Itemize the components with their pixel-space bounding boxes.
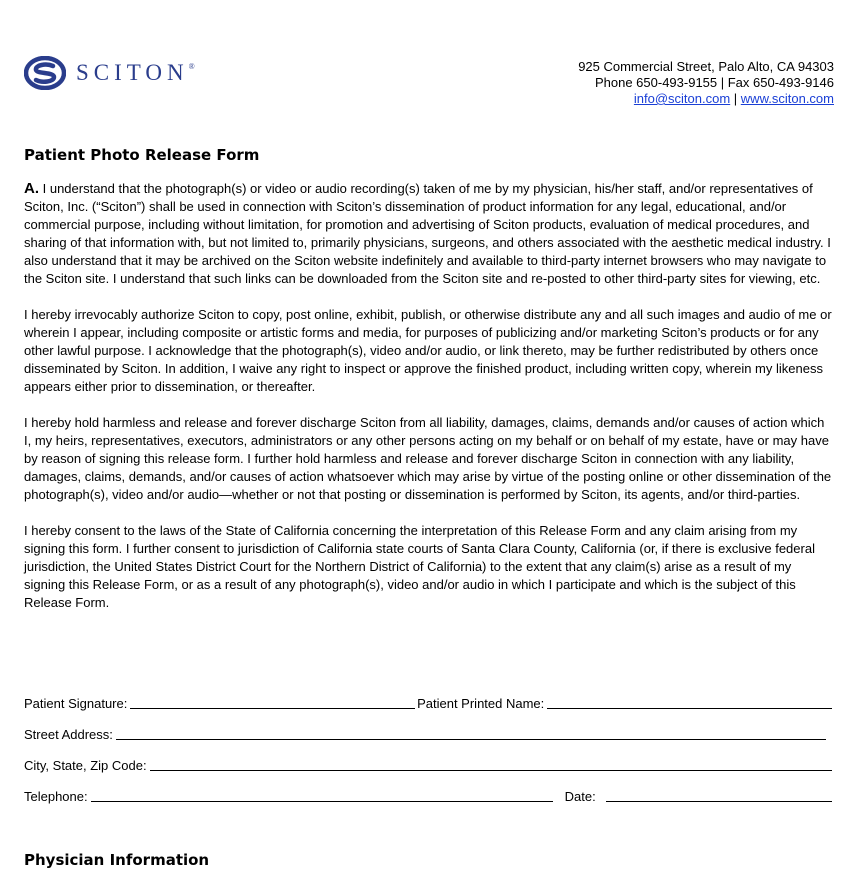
paragraph-jurisdiction: I hereby consent to the laws of the State of California concerning the interpretation of this Release Form and any claim arising from my signing this form. I further consent to jurisdiction of California state courts of Santa Clara County, California (or, if there is exclusive federal jurisdiction, the United States District Court for the Northern District of California) to the extent that any claim(s) arise as a result of my signing this Release Form, or as a result of any photograph(s), video and/or audio in which I participate and which is the subject of this Release Form. <box>24 523 815 610</box>
patient-signature-field[interactable] <box>130 707 415 709</box>
company-name: SCITON® <box>76 60 195 85</box>
paragraph-a: A. I understand that the photograph(s) or video or audio recording(s) taken of me by my physician, his/her staff, and/or representatives of Sciton, Inc. (“Sciton”) shall be used in connection with Sciton’s dissemination of product information for any legal, educational, and/or commercial purpose, including without limitation, for promotion and advertising of Sciton products, evaluation of medical procedures, and sharing of that information with, but not limited to, primarily physicians, surgeons, and others associated with the aesthetic medical industry. I also understand that it may be archived on the Sciton website indefinitely and available to third-party internet browsers who may navigate to the Sciton site. I understand that such links can be downloaded from the Sciton site and re-posted to other third-party sites for viewing, etc. <box>24 180 831 286</box>
company-phone-fax: Phone 650-493-9155 | Fax 650-493-9146 <box>594 75 834 90</box>
telephone-row <box>24 773 834 804</box>
paragraph-authorization: I hereby irrevocably authorize Sciton to copy, post online, exhibit, publish, or otherwise distribute any and all such images and audio of me or wherein I appear, including composite or artistic forms and media, for purposes of publicizing and/or marketing Sciton’s products or for any other lawful purpose. I acknowledge that the photograph(s), video and/or audio, or link thereto, may be further redistributed by others once disseminated by Sciton. In addition, I waive any right to inspect or approve the finished product, including written copy, wherein my likeness appears either prior to dissemination, or thereafter. <box>24 307 832 394</box>
street-address-field[interactable] <box>116 738 826 740</box>
patient-printed-name-label: Patient Printed Name: <box>417 696 545 711</box>
form-title: Patient Photo Release Form <box>24 146 260 164</box>
date-field[interactable] <box>606 800 832 802</box>
patient-signature-label: Patient Signature: <box>24 696 128 711</box>
physician-section-title: Physician Information <box>24 851 210 869</box>
signature-row <box>24 680 834 711</box>
city-state-zip-row <box>24 742 834 773</box>
sciton-swirl-icon <box>24 56 66 90</box>
date-label: Date: <box>564 789 596 804</box>
telephone-label: Telephone: <box>24 789 88 804</box>
paragraph-release: I hereby hold harmless and release and forever discharge Sciton from all liability, damages, claims, demands and/or causes of action which I, my heirs, representatives, executors, administrators or any other persons acting on my behalf or on behalf of my estate, have or may have by reason of signing this release form. I further hold harmless and release and forever discharge Sciton in connection with any liability, damages, claims, demands, and/or causes of action whatsoever which may arise by virtue of the posting online or other dissemination of the photograph(s), video and/or audio—whether or not that posting or dissemination is performed by Sciton, its agents, and/or third-parties. <box>24 415 832 502</box>
sciton-logo <box>24 56 195 90</box>
company-links: info@sciton.com | www.sciton.com <box>633 91 834 106</box>
city-state-zip-field[interactable] <box>150 769 832 771</box>
release-terms <box>24 180 834 630</box>
patient-fields <box>24 680 834 804</box>
city-state-zip-label: City, State, Zip Code: <box>24 758 147 773</box>
telephone-field[interactable] <box>91 800 553 802</box>
section-a-label: A. <box>24 180 39 197</box>
website-link[interactable]: www.sciton.com <box>740 91 834 106</box>
company-address: 925 Commercial Street, Palo Alto, CA 94303 <box>578 59 834 74</box>
email-link[interactable]: info@sciton.com <box>633 91 731 106</box>
street-address-label: Street Address: <box>24 727 113 742</box>
company-contact-block <box>578 59 834 107</box>
patient-printed-name-field[interactable] <box>547 707 832 709</box>
street-address-row <box>24 711 834 742</box>
